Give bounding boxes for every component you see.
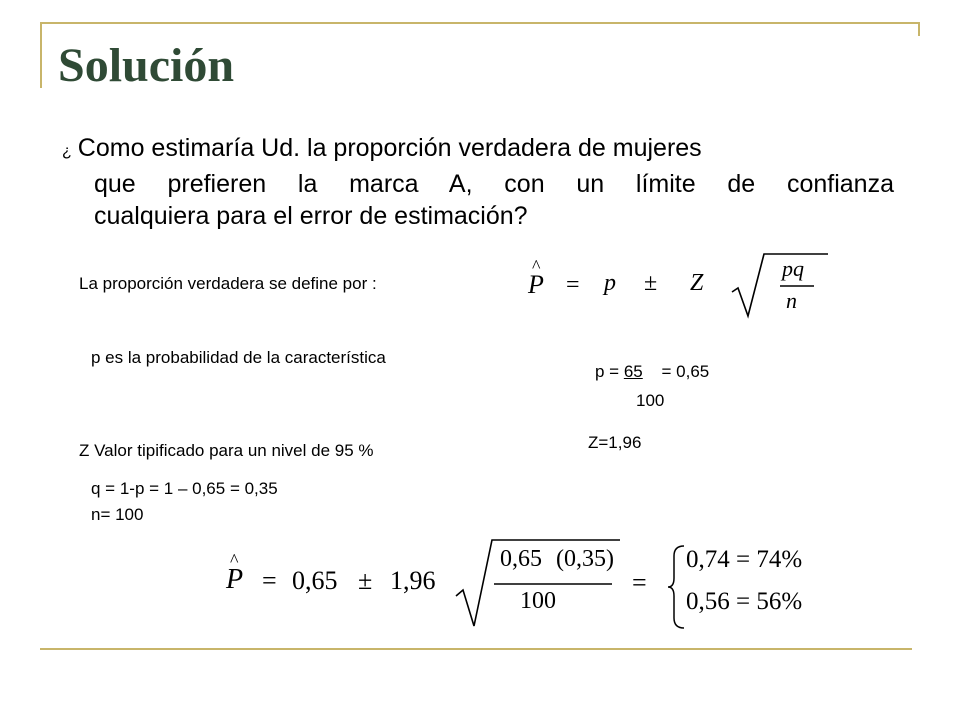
z-description: Z Valor tipificado para un nivel de 95 %	[79, 441, 374, 460]
question-line-2: que prefieren la marca A, con un límite de confianza	[94, 170, 894, 198]
result-brace	[666, 544, 688, 630]
result-numerator-2: (0,35)	[556, 546, 614, 572]
question-mark: ¿	[62, 143, 72, 160]
formula-sqrt-sign	[730, 252, 830, 320]
result-z: 1,96	[390, 566, 436, 595]
slide-title: Solución	[58, 39, 235, 92]
formula-denominator: n	[786, 288, 797, 313]
p-numerator: 65	[623, 362, 643, 381]
result-formula	[220, 536, 840, 636]
p-calculation: p = 65 = 0,65	[595, 362, 710, 381]
result-upper-bound: 0,74 = 74%	[686, 546, 803, 573]
result-equals-1: =	[262, 566, 277, 595]
z-value: Z=1,96	[588, 433, 642, 452]
result-lower-bound: 0,56 = 56%	[686, 588, 803, 615]
question-line-1: ¿ Como estimaría Ud. la proporción verdadera de mujeres	[62, 134, 702, 162]
right-accent-rule	[918, 22, 920, 36]
formula-equals: =	[566, 272, 580, 298]
question-line-3: cualquiera para el error de estimación?	[94, 202, 528, 230]
result-numerator-1: 0,65	[500, 546, 542, 572]
left-accent-rule	[40, 22, 42, 88]
formula-z: Z	[690, 270, 704, 296]
bottom-rule	[40, 648, 912, 650]
definition-formula	[520, 252, 840, 322]
formula-numerator: pq	[782, 256, 804, 281]
p-denominator: 100	[636, 391, 665, 410]
question-text	[62, 132, 894, 232]
definition-label: La proporción verdadera se define por :	[79, 274, 377, 293]
result-estimate: 0,65	[292, 566, 338, 595]
formula-p-hat: ^ P	[528, 270, 544, 300]
n-value: n= 100	[91, 505, 144, 524]
result-p-hat: ^ P	[226, 564, 243, 596]
formula-p: p	[604, 270, 616, 296]
p-description: p es la probabilidad de la característica	[91, 348, 386, 367]
formula-plus-minus: ±	[644, 270, 658, 296]
q-calculation: q = 1-p = 1 – 0,65 = 0,35	[91, 479, 278, 498]
result-plus-minus: ±	[358, 566, 373, 595]
top-rule	[40, 22, 920, 24]
result-denominator: 100	[520, 588, 556, 614]
result-equals-2: =	[632, 568, 647, 597]
